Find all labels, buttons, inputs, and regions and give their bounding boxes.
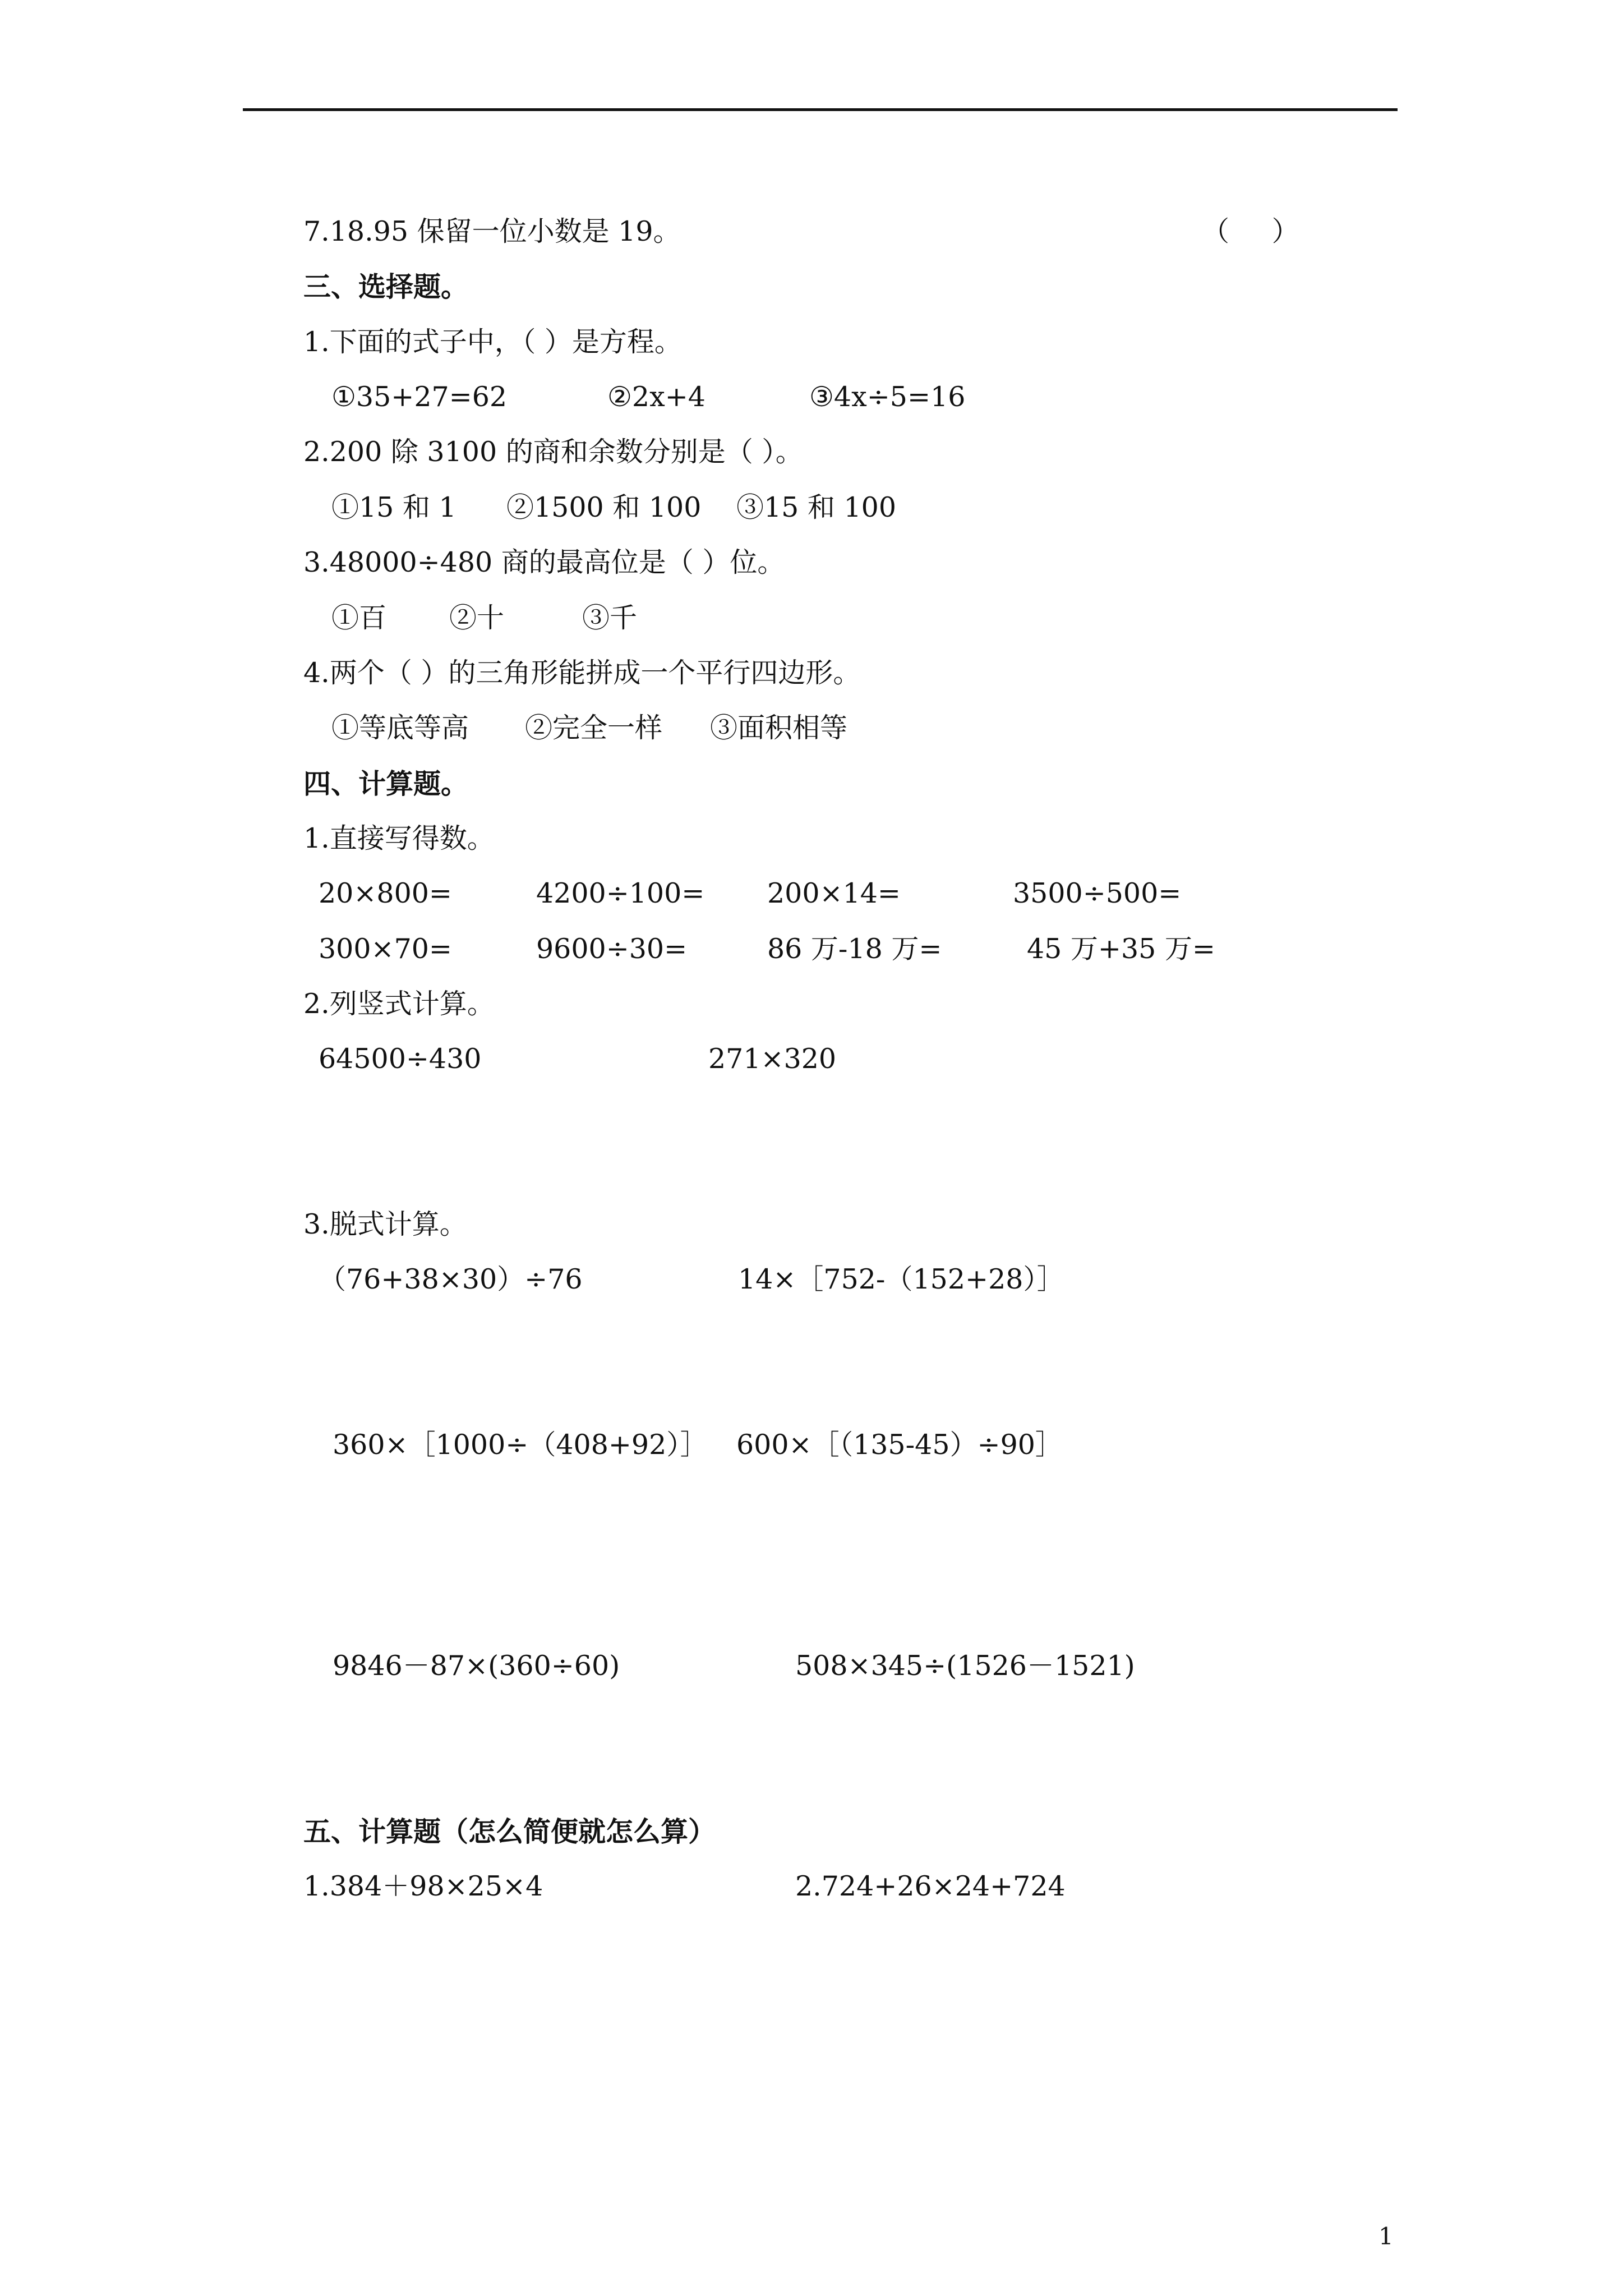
step-calc-item: 14×［752-（152+28）］ (738, 1263, 1064, 1295)
mental-math-item: 9600÷30= (536, 933, 688, 965)
answer-parentheses: （ ） (1202, 215, 1316, 247)
choice-option: ③4x÷5=16 (809, 381, 966, 413)
header-rule (243, 108, 1398, 111)
choice-option: ③千 (582, 602, 638, 634)
choice-option: ②完全一样 (525, 712, 663, 744)
mental-math-item: 200×14= (767, 877, 901, 909)
mental-math-item: 3500÷500= (1013, 877, 1182, 909)
choice-question-1: 1.下面的式子中，（ ）是方程。 (303, 326, 682, 358)
judge-question-7: 7.18.95 保留一位小数是 19。 (303, 215, 681, 247)
mental-math-item: 20×800= (319, 877, 452, 909)
vertical-calc-item: 271×320 (708, 1043, 837, 1075)
step-calc-item: 600×［（135-45）÷90］ (736, 1429, 1063, 1461)
choice-option: ②1500 和 100 (506, 491, 702, 523)
section-heading-simple: 五、计算题（怎么简便就怎么算） (303, 1815, 716, 1848)
choice-question-4: 4.两个（ ）的三角形能拼成一个平行四边形。 (303, 657, 861, 689)
step-calc-item: 9846－87×(360÷60) (333, 1650, 620, 1682)
choice-option: ③面积相等 (710, 712, 848, 744)
choice-question-3: 3.48000÷480 商的最高位是（ ）位。 (303, 546, 785, 578)
mental-math-item: 86 万-18 万= (767, 933, 942, 965)
choice-option: ①35+27=62 (331, 381, 508, 413)
simple-calc-item: 2.724+26×24+724 (795, 1870, 1066, 1902)
mental-math-item: 4200÷100= (536, 877, 705, 909)
choice-question-2: 2.200 除 3100 的商和余数分别是（ ）。 (303, 436, 803, 468)
choice-option: ②十 (449, 602, 505, 634)
choice-option: ①百 (331, 602, 387, 634)
calc-part-1-title: 1.直接写得数。 (303, 822, 495, 854)
vertical-calc-item: 64500÷430 (319, 1043, 482, 1075)
mental-math-item: 45 万+35 万= (1027, 933, 1215, 965)
choice-option: ①15 和 1 (331, 491, 457, 523)
step-calc-item: （76+38×30）÷76 (319, 1263, 583, 1295)
calc-part-3-title: 3.脱式计算。 (303, 1208, 467, 1240)
step-calc-item: 360×［1000÷（408+92）］ (333, 1429, 708, 1461)
step-calc-item: 508×345÷(1526－1521) (795, 1650, 1135, 1682)
calc-part-2-title: 2.列竖式计算。 (303, 988, 495, 1020)
choice-option: ②2x+4 (607, 381, 706, 413)
choice-option: ③15 和 100 (736, 491, 897, 523)
section-heading-choice: 三、选择题。 (303, 270, 469, 303)
section-heading-calc: 四、计算题。 (303, 767, 469, 800)
simple-calc-item: 1.384＋98×25×4 (303, 1870, 543, 1902)
choice-option: ①等底等高 (331, 712, 469, 744)
page-number: 1 (1378, 2223, 1394, 2250)
mental-math-item: 300×70= (319, 933, 452, 965)
